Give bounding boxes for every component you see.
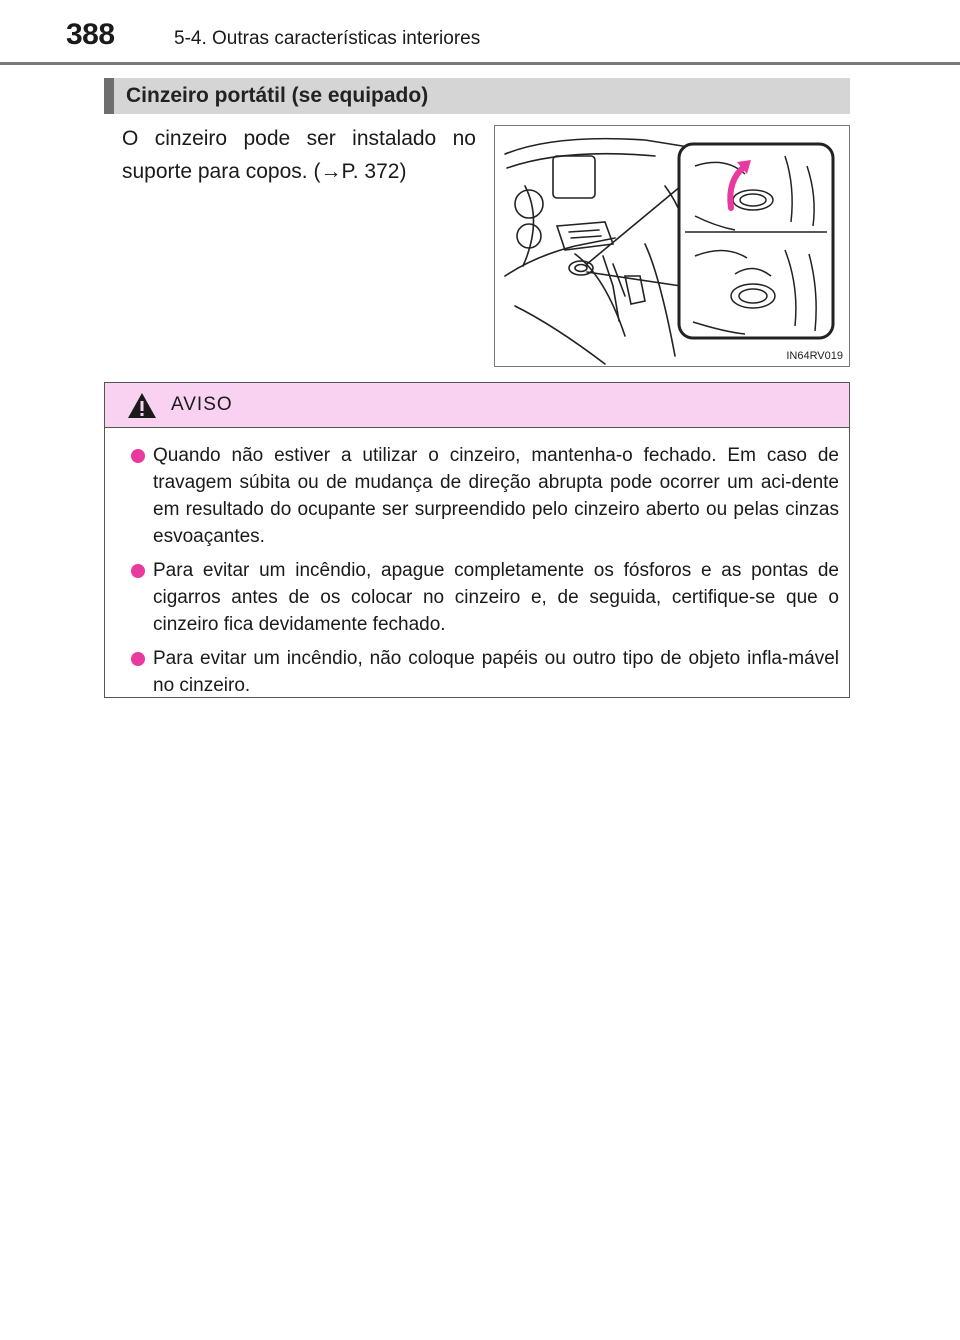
warning-item-text: Para evitar um incêndio, apague completamente os fósforos e as pontas de cigarros antes de os colocar no cinzeiro e, de seguida, certifique-se que o cinzeiro fica devidamente fechado. [153, 560, 839, 635]
warning-item [131, 557, 839, 638]
warning-list [105, 428, 849, 699]
warning-item [131, 442, 839, 550]
ashtray-illustration [494, 125, 850, 367]
warning-item [131, 645, 839, 699]
car-interior-drawing [495, 126, 850, 367]
section-title: Cinzeiro portátil (se equipado) [126, 84, 429, 107]
bullet-icon [131, 564, 145, 578]
header-rule [0, 62, 960, 65]
warning-header [105, 383, 849, 428]
intro-text: O cinzeiro pode ser instalado no suporte para copos. (→P. 372) [122, 127, 476, 183]
warning-triangle-icon [127, 392, 157, 419]
page-number: 388 [66, 18, 115, 51]
figure-code: IN64RV019 [786, 350, 843, 362]
warning-item-text: Para evitar um incêndio, não coloque papéis ou outro tipo de objeto infla-mável no cinzeiro. [153, 648, 839, 696]
bullet-icon [131, 449, 145, 463]
section-header [104, 78, 850, 114]
warning-box [104, 382, 850, 698]
chapter-title: 5-4. Outras características interiores [174, 28, 481, 49]
warning-title: AVISO [171, 394, 233, 415]
bullet-icon [131, 652, 145, 666]
warning-item-text: Quando não estiver a utilizar o cinzeiro, mantenha-o fechado. Em caso de travagem súbita ou de mudança de direção abrupta pode ocorrer um aci-dente em resultado do ocupante ser surpreendido pelo cinzeiro aberto ou pelas cinzas esvoaçantes. [153, 445, 839, 547]
